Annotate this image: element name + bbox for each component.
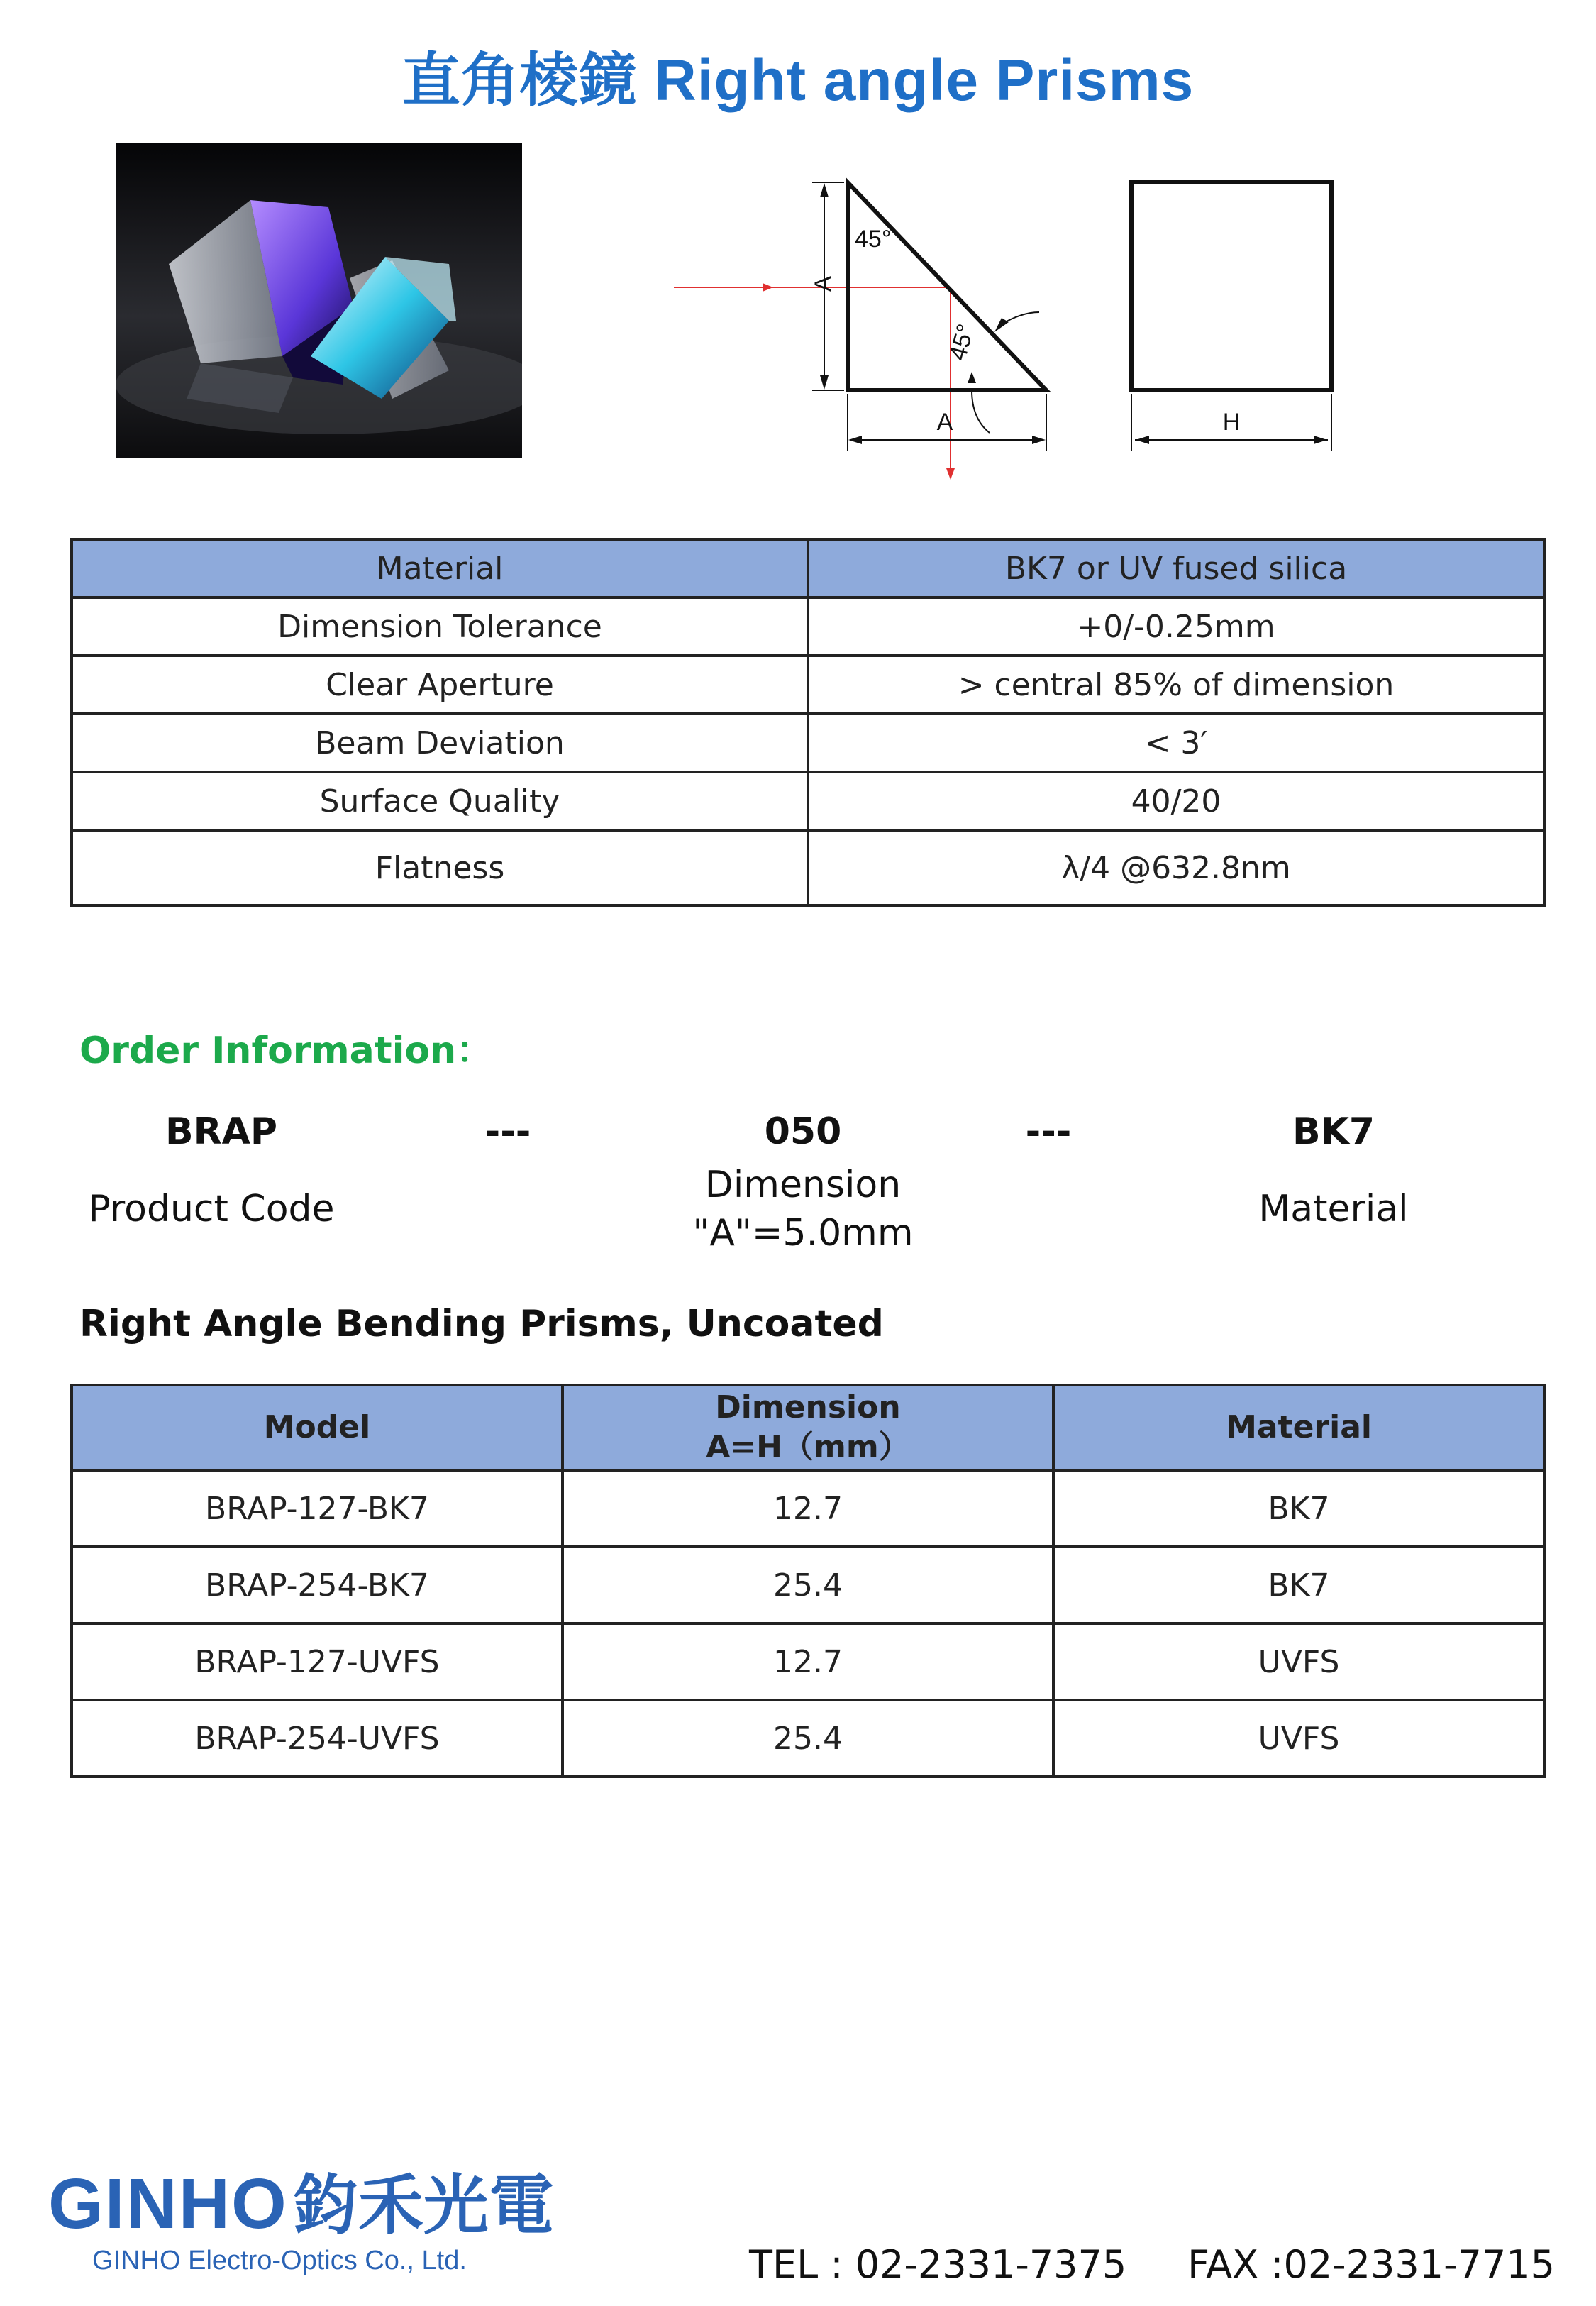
cell-dimension: 25.4 [563, 1547, 1053, 1623]
beam-arrow-down [946, 468, 955, 480]
order-code-material: BK7 [1292, 1110, 1375, 1153]
label-angle-top: 45° [855, 226, 892, 253]
section-heading: Right Angle Bending Prisms, Uncoated [79, 1303, 884, 1345]
spec-label: Flatness [72, 830, 808, 905]
angle-arc-lower [972, 390, 990, 433]
spec-value: λ/4 @632.8nm [808, 830, 1544, 905]
spec-row-dimension-tolerance [72, 597, 1544, 656]
order-desc-dimension-line1: Dimension [704, 1164, 902, 1206]
spec-value: 40/20 [808, 772, 1544, 830]
cell-model: BRAP-127-UVFS [72, 1623, 563, 1700]
prism-photo [116, 143, 522, 458]
order-desc-material: Material [1258, 1188, 1409, 1230]
header-dimension-line2: A=H（mm） [706, 1429, 910, 1465]
model-table [70, 1384, 1546, 1778]
beam-arrow-right [763, 283, 773, 292]
table-row [72, 1623, 1544, 1700]
label-h: H [1222, 409, 1241, 436]
company-logo [48, 2163, 602, 2276]
table-row [72, 1470, 1544, 1547]
spec-label: Dimension Tolerance [72, 597, 808, 656]
beam-path [674, 287, 951, 475]
order-code-separator: --- [484, 1110, 531, 1153]
order-code-dimension: 050 [764, 1110, 842, 1153]
spec-value: +0/-0.25mm [808, 597, 1544, 656]
label-base-a: A [936, 409, 953, 436]
label-angle-hyp: 45° [944, 321, 980, 364]
spec-row-flatness [72, 830, 1544, 905]
spec-value: > central 85% of dimension [808, 656, 1544, 714]
spec-value: BK7 or UV fused silica [808, 539, 1544, 597]
prism-triangle [848, 182, 1046, 390]
telephone: TEL : 02-2331-7375 [749, 2242, 1127, 2287]
spec-row-beam-deviation [72, 714, 1544, 772]
spec-row-surface-quality [72, 772, 1544, 830]
logo-brand-cjk: 鈞禾光電 [293, 2168, 555, 2244]
table-row [72, 1700, 1544, 1777]
header-material: Material [1053, 1385, 1544, 1470]
cell-model: BRAP-254-UVFS [72, 1700, 563, 1777]
header-dimension-line1: Dimension [715, 1389, 901, 1425]
cell-material: BK7 [1053, 1470, 1544, 1547]
cell-dimension: 12.7 [563, 1623, 1053, 1700]
spec-row-material [72, 539, 1544, 597]
table-row [72, 1547, 1544, 1623]
cell-material: UVFS [1053, 1623, 1544, 1700]
cell-material: UVFS [1053, 1700, 1544, 1777]
spec-label: Clear Aperture [72, 656, 808, 714]
header-model: Model [72, 1385, 563, 1470]
spec-label: Material [72, 539, 808, 597]
contact-info [749, 2242, 1555, 2287]
page-title: 直角棱鏡 Right angle Prisms [401, 48, 1195, 113]
order-code-prefix: BRAP [165, 1110, 278, 1153]
order-desc-dimension-line2: "A"=5.0mm [692, 1212, 914, 1254]
cell-material: BK7 [1053, 1547, 1544, 1623]
label-side-a: A [810, 275, 837, 292]
spec-row-clear-aperture [72, 656, 1544, 714]
cell-model: BRAP-127-BK7 [72, 1470, 563, 1547]
logo-company-name: GINHO Electro-Optics Co., Ltd. [92, 2246, 467, 2275]
cell-dimension: 25.4 [563, 1700, 1053, 1777]
fax: FAX :02-2331-7715 [1187, 2242, 1556, 2287]
cell-model: BRAP-254-BK7 [72, 1547, 563, 1623]
prism-dimension-diagram [667, 170, 1348, 497]
header-dimension [563, 1385, 1053, 1470]
logo-brand: GINHO [48, 2164, 288, 2244]
prism-side-view [1131, 182, 1331, 390]
cell-dimension: 12.7 [563, 1470, 1053, 1547]
spec-label: Beam Deviation [72, 714, 808, 772]
order-info-heading: Order Information： [79, 1030, 494, 1072]
spec-table [70, 538, 1546, 907]
order-desc-product-code: Product Code [88, 1188, 335, 1230]
model-table-header [72, 1385, 1544, 1470]
spec-value: < 3′ [808, 714, 1544, 772]
spec-label: Surface Quality [72, 772, 808, 830]
order-code-separator: --- [1025, 1110, 1072, 1153]
